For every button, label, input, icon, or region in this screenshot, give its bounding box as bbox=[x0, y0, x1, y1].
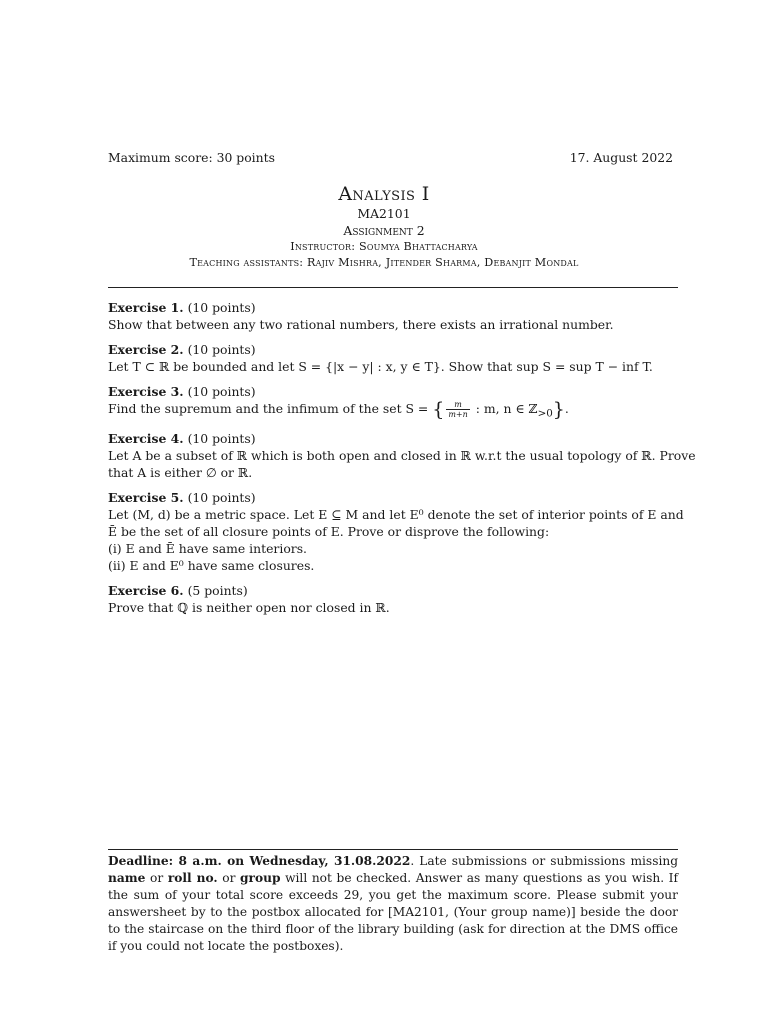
exercise-5 bbox=[108, 489, 684, 574]
exercise-text-after: : m, n ∈ ℤ bbox=[471, 401, 538, 416]
exercise-text bbox=[108, 400, 680, 422]
max-score: Maximum score: 30 points bbox=[108, 150, 275, 165]
exercise-1 bbox=[108, 299, 680, 333]
open-brace: { bbox=[432, 398, 445, 421]
notice-text: or bbox=[217, 871, 241, 885]
exercise-label: Exercise 5. bbox=[108, 490, 184, 506]
exercise-text: Prove that ℚ is neither open nor closed in ℝ. bbox=[108, 600, 390, 616]
instructor: Instructor: Soumya Bhattacharya bbox=[290, 240, 478, 253]
fraction-numerator: m bbox=[446, 400, 469, 410]
exercise-points: (10 points) bbox=[187, 384, 256, 399]
exercise-text-line: that A is either ∅ or ℝ. bbox=[108, 465, 253, 481]
exercise-text: Show that between any two rational numbers, there exists an irrational number. bbox=[108, 317, 614, 332]
exercise-heading bbox=[108, 582, 680, 599]
close-brace: } bbox=[552, 398, 565, 421]
exercise-2 bbox=[108, 341, 680, 375]
exercise-part-i: (i) E and Ē have same interiors. bbox=[108, 541, 308, 557]
top-divider bbox=[108, 287, 678, 288]
deadline: Deadline: 8 a.m. on Wednesday, 31.08.2022 bbox=[108, 854, 411, 868]
exercise-text-before: Find the supremum and the infimum of the set S = bbox=[108, 401, 433, 416]
exercise-6 bbox=[108, 582, 680, 616]
fraction-denominator: m+n bbox=[448, 410, 468, 419]
notice-text: will not be checked. Answer as many questions as you wish. If the sum of your total score exceeds 29, you get the maximum score. Please submit your answersheet by to the postbox allocated for [MA2101, (Your group name)] beside the door to the staircase on the third floor of the library building (ask for direction at the DMS office if you could not locate the postboxes). bbox=[108, 871, 679, 953]
notice-text: . Late submissions or submissions missing bbox=[410, 854, 678, 868]
exercise-label: Exercise 1. bbox=[108, 300, 184, 315]
exercise-label: Exercise 3. bbox=[108, 384, 184, 399]
course-code: MA2101 bbox=[357, 206, 411, 221]
exercise-heading bbox=[108, 341, 680, 358]
exercise-part-ii: (ii) E and E⁰ have same closures. bbox=[108, 558, 315, 574]
exercise-heading bbox=[108, 383, 680, 400]
exercise-heading bbox=[108, 299, 680, 316]
notice-text: or bbox=[145, 871, 168, 885]
notice-group: group bbox=[240, 871, 281, 885]
exercise-heading bbox=[108, 489, 680, 506]
exercise-3 bbox=[108, 383, 680, 422]
bottom-divider bbox=[108, 849, 678, 850]
exercise-label: Exercise 6. bbox=[108, 583, 184, 599]
exercise-points: (10 points) bbox=[187, 431, 256, 447]
title-block bbox=[0, 182, 768, 271]
exercise-heading bbox=[108, 430, 680, 447]
exercise-text: Let T ⊂ ℝ be bounded and let S = {|x − y| : x, y ∈ T}. Show that sup S = sup T − inf T. bbox=[108, 359, 653, 374]
exercise-text-line: Let (M, d) be a metric space. Let E ⊆ M and let E⁰ denote the set of interior points of E and bbox=[108, 507, 684, 523]
notice-roll: roll no. bbox=[167, 871, 218, 885]
course-title: Analysis I bbox=[338, 183, 430, 205]
notice-name: name bbox=[108, 871, 146, 885]
exercise-points: (5 points) bbox=[187, 583, 248, 599]
exercise-text-end: . bbox=[564, 401, 569, 416]
exercise-label: Exercise 4. bbox=[108, 431, 184, 447]
exercise-text-line: Let A be a subset of ℝ which is both open and closed in ℝ w.r.t the usual topology of ℝ. Prove bbox=[108, 448, 696, 464]
teaching-assistants: Teaching assistants: Rajiv Mishra, Jitender Sharma, Debanjit Mondal bbox=[189, 256, 579, 269]
exercise-text-line: Ē be the set of all closure points of E. Prove or disprove the following: bbox=[108, 524, 550, 540]
date: 17. August 2022 bbox=[569, 150, 673, 165]
exercise-list bbox=[108, 299, 696, 624]
exercise-points: (10 points) bbox=[187, 490, 256, 506]
exercise-points: (10 points) bbox=[187, 342, 256, 357]
assignment-number: Assignment 2 bbox=[343, 223, 425, 238]
deadline-notice bbox=[108, 853, 678, 955]
exercise-points: (10 points) bbox=[187, 300, 256, 315]
exercise-4 bbox=[108, 430, 696, 481]
fraction bbox=[446, 400, 469, 419]
exercise-label: Exercise 2. bbox=[108, 342, 184, 357]
subscript: >0 bbox=[537, 407, 553, 420]
